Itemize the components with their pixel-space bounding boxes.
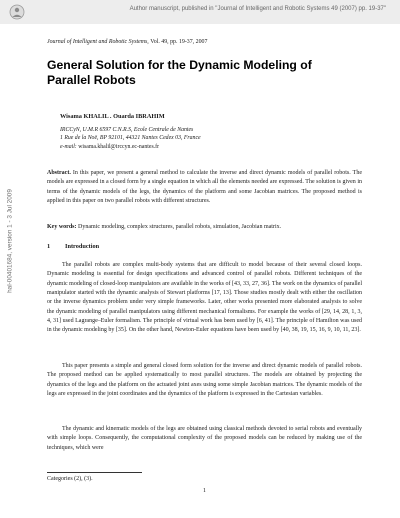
- hal-logo-icon: [9, 4, 25, 20]
- abstract-text: In this paper, we present a general method to calculate the inverse and direct dynamic models of parallel robots. The models are expressed in a closed form by a single equation in which all the elements needed are expressed. The solution is given in terms of the dynamic models of the legs, the dynamics of the platform and some Jacobian matrices. The proposed method is applied in this paper on two parallel robots with different structures.: [47, 170, 362, 205]
- footnote: Categories (2), (3).: [47, 476, 93, 482]
- section-title: Introduction: [65, 243, 100, 250]
- author-list: Wisama KHALIL . Ouarda IBRAHIM: [60, 113, 165, 120]
- affiliation-block: [60, 126, 201, 151]
- footnote-rule: [47, 472, 142, 473]
- section-number: 1: [47, 243, 51, 250]
- email-line: [60, 143, 201, 151]
- publication-notice: Author manuscript, published in "Journal of Intelligent and Robotic Systems 49 (2007) pp. 19-37": [129, 6, 386, 12]
- hal-identifier: [3, 187, 17, 295]
- keywords-label: Key words:: [47, 224, 77, 230]
- journal-name: Journal of Intelligent and Robotic Systems,: [47, 39, 149, 45]
- abstract: [47, 169, 362, 206]
- page-number: 1: [203, 488, 206, 494]
- section-heading: [47, 243, 99, 250]
- journal-citation: [47, 39, 207, 45]
- address-line: 1 Rue de la Noë, BP 92101, 44321 Nantes Cedex 03, France: [60, 135, 201, 142]
- body-paragraph: This paper presents a simple and general closed form solution for the inverse and direct dynamic models of parallel robots. The proposed method can be applied systematically to most parallel structures. The models are obtained by projecting the dynamics of the legs and the platform on the actuated joint axes using some simple Jacobian matrices. The dynamic models of the legs are expressed in the joint coordinates and the dynamics of the platform is expressed in the Cartesian variables.: [47, 363, 362, 398]
- affiliation-line: IRCCyN, U.M.R 6597 C.N.R.S, Ecole Centrale de Nantes: [60, 127, 194, 133]
- keywords: [47, 223, 362, 232]
- email-label: e-mail:: [60, 143, 77, 150]
- keywords-text: Dynamic modeling, complex structures, parallel robots, simulation, Jacobian matrix.: [78, 224, 282, 230]
- abstract-label: Abstract.: [47, 170, 71, 176]
- body-paragraph: The parallel robots are complex multi-body systems that are difficult to model because of their several closed loops. Dynamic modeling is essential for design specifications and advanced control of parallel robots. Different techniques of the dynamic modeling of closed-loop manipulators are available in the works of [43, 33, 27, 36]. The work on the dynamics of parallel manipulator started with the dynamic analysis of Stewart platforms [17, 13]. Those studies mostly dealt with either the oscillation or the inverse dynamics problem under very simple frameworks. Later, other works presented more elaborated analysis to solve the dynamic modeling of parallel manipulators using different mechanical formalisms. For example the works of [29, 14, 28, 1, 3, 4, 31] used Lagrange–Euler formalism. The principle of virtual work has been used by [6, 41]. The principle of Hamilton was used in the dynamic modeling by [35]. On the other hand, Newton-Euler equations have been used by [40, 38, 19, 15, 16, 9, 10, 11, 23].: [47, 262, 362, 334]
- hal-identifier-text: hal-00401684, version 1 - 3 Jul 2009: [6, 189, 14, 293]
- email-address: wisama.khalil@irccyn.ec-nantes.fr: [78, 143, 160, 150]
- journal-volume: Vol. 49, pp. 19-37, 2007: [150, 39, 208, 45]
- paper-title: General Solution for the Dynamic Modeling of Parallel Robots: [47, 58, 312, 87]
- hal-banner: [0, 0, 400, 24]
- body-paragraph: The dynamic and kinematic models of the legs are obtained using classical methods devoted to serial robots and eventually with simple loops. Consequently, the computational complexity of the proposed models can be reduced by making use of the techniques, which were: [47, 426, 362, 451]
